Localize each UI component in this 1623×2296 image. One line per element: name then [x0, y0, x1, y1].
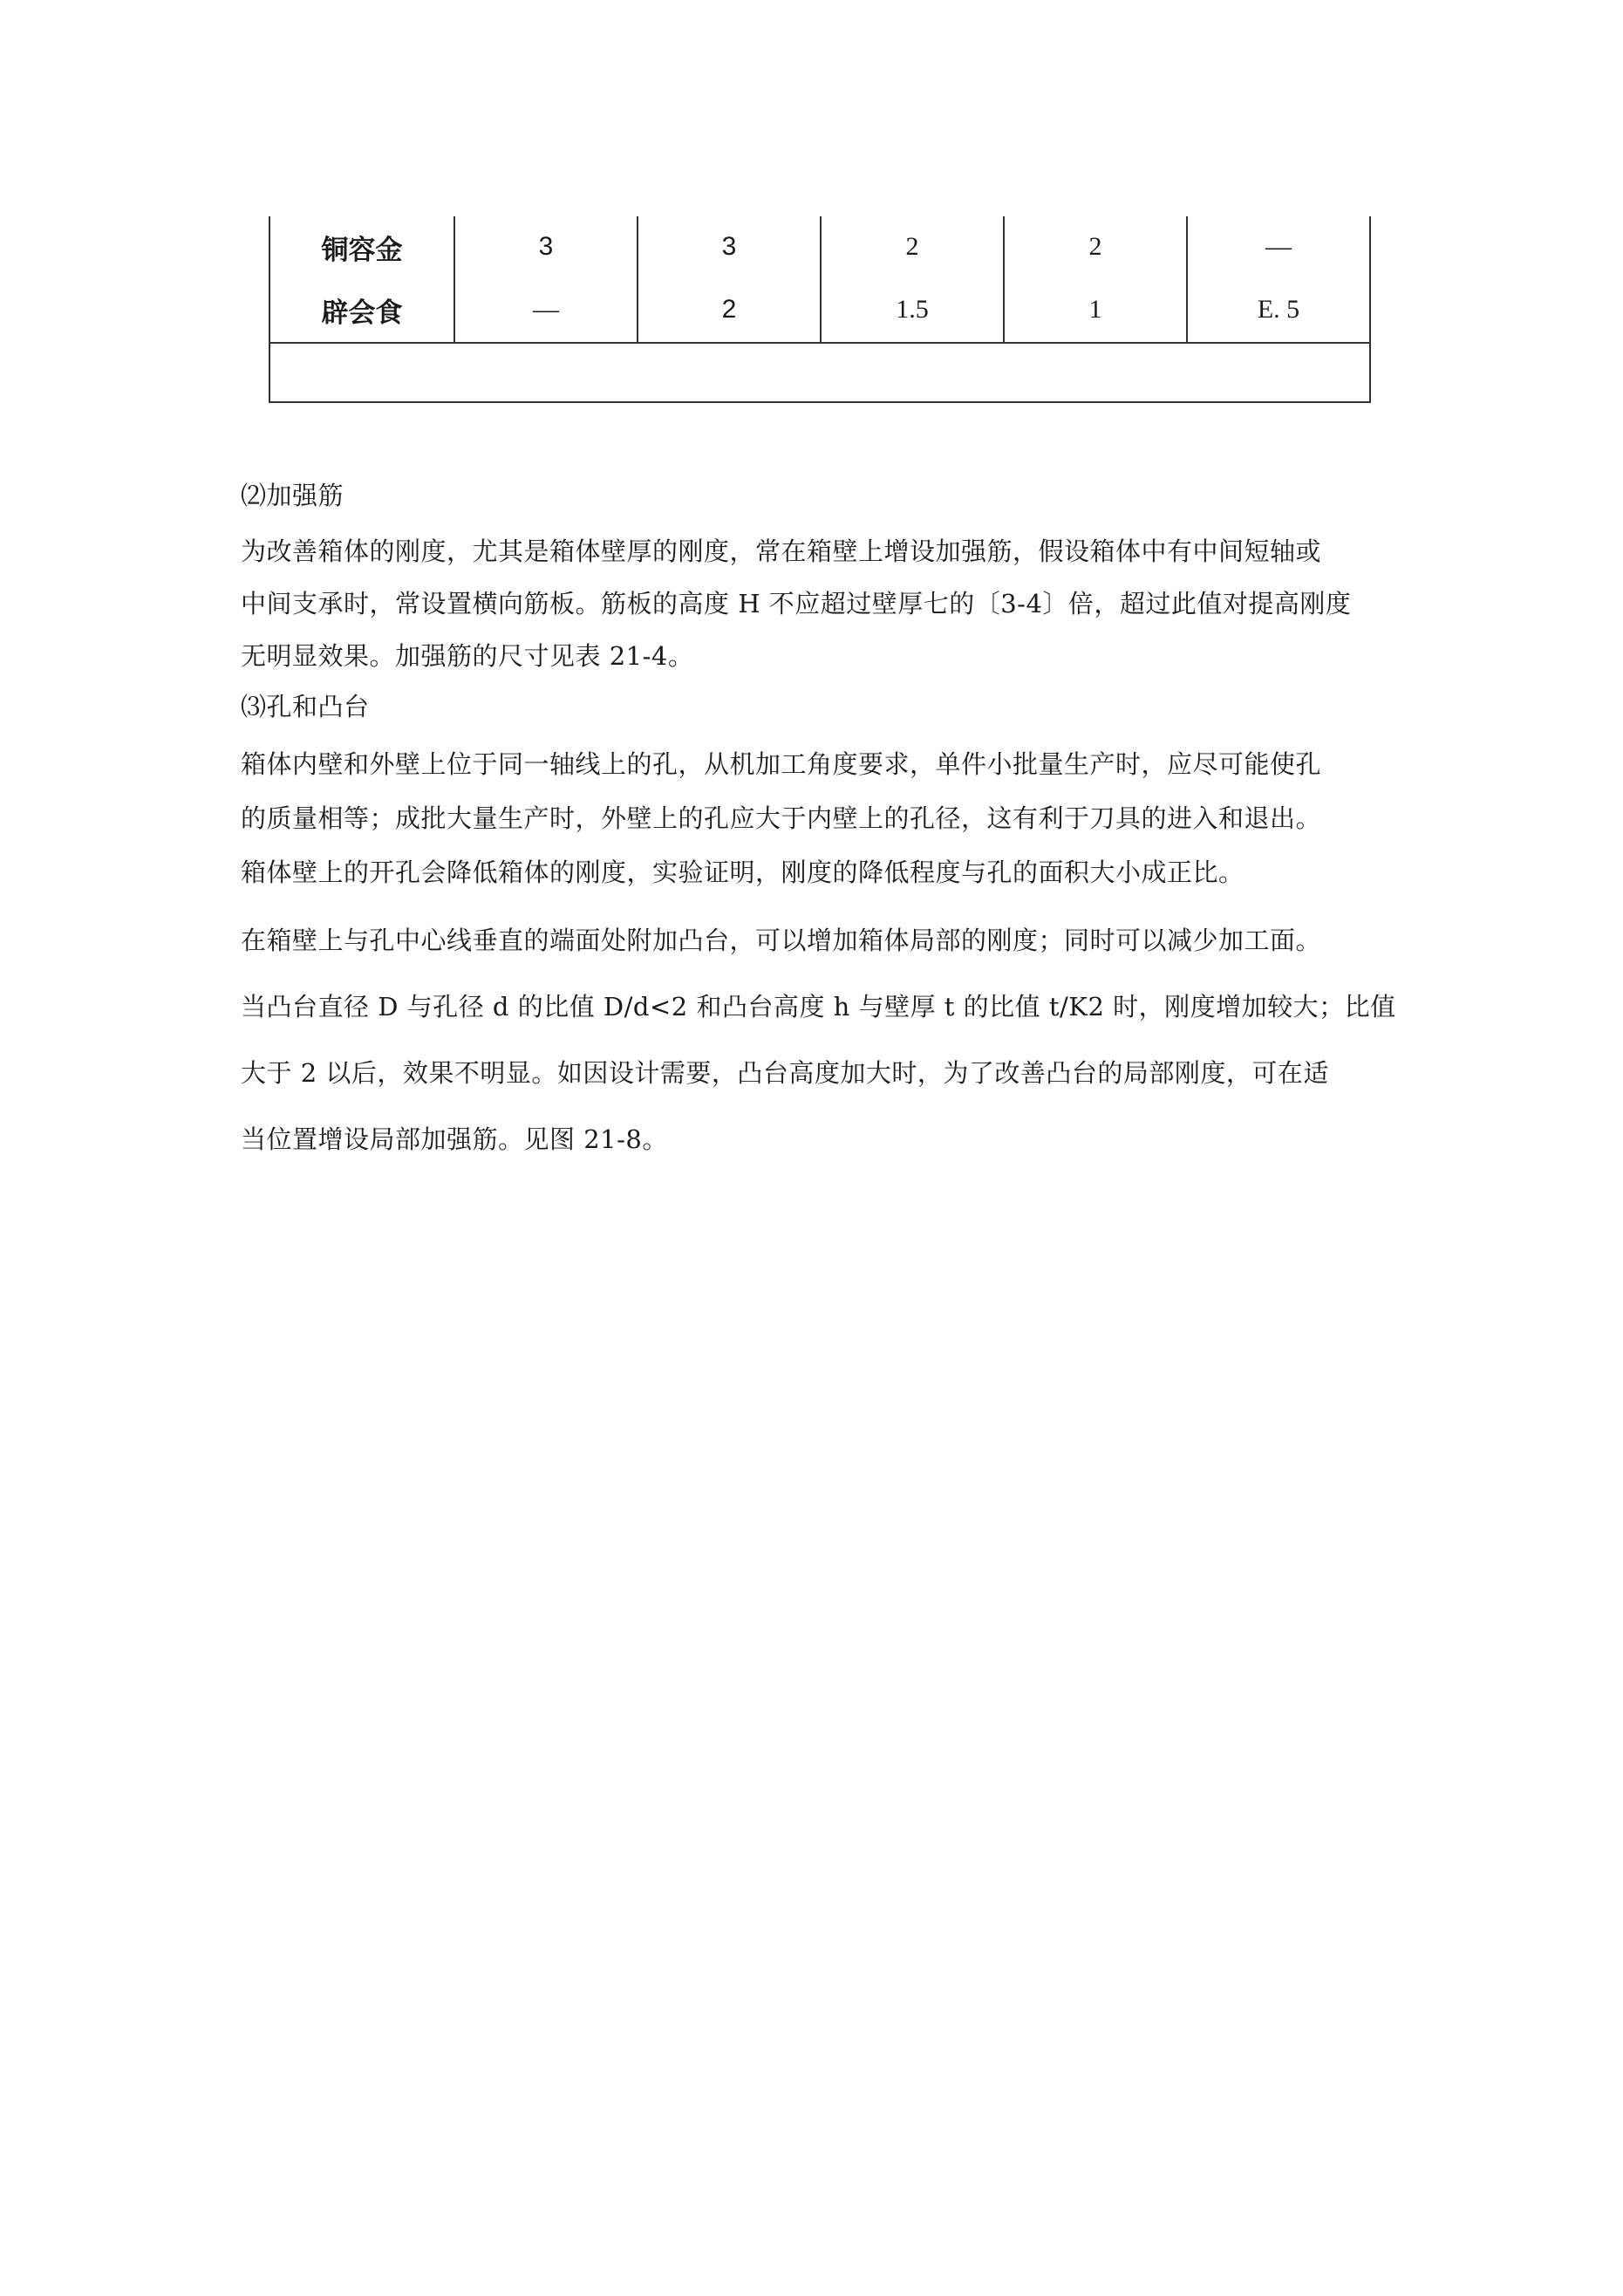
table-cell: 1.5	[821, 277, 1004, 343]
table-row	[269, 216, 1370, 277]
table-cell: 3	[638, 216, 821, 277]
paragraph-line: 箱体壁上的开孔会降低箱体的刚度，实验证明，刚度的降低程度与孔的面积大小成正比。	[241, 858, 1245, 887]
section-heading-ribs: ⑵加强筋	[241, 481, 344, 510]
table-row	[269, 277, 1370, 343]
table-footer-cell	[269, 343, 1370, 402]
table-cell-label: 辟会食	[269, 277, 454, 343]
table-cell: 2	[638, 277, 821, 343]
table-footer-row	[269, 343, 1370, 402]
paragraph-line: 当凸台直径 D 与孔径 d 的比值 D/d<2 和凸台高度 h 与壁厚 t 的比值 t/K2 时，刚度增加较大；比值	[241, 992, 1396, 1022]
table-cell: 2	[821, 216, 1004, 277]
paragraph-line: 无明显效果。加强筋的尺寸见表 21-4。	[241, 641, 694, 671]
table-cell: 1	[1004, 277, 1187, 343]
paragraph-line: 箱体内壁和外壁上位于同一轴线上的孔，从机加工角度要求，单件小批量生产时，应尽可能使孔	[241, 749, 1322, 779]
data-table	[269, 216, 1371, 403]
paragraph-line: 的质量相等；成批大量生产时，外壁上的孔应大于内壁上的孔径，这有利于刀具的进入和退出。	[241, 803, 1322, 833]
paragraph-line: 大于 2 以后，效果不明显。如因设计需要，凸台高度加大时，为了改善凸台的局部刚度，可在适	[241, 1058, 1329, 1088]
paragraph-line: 为改善箱体的刚度，尤其是箱体壁厚的刚度，常在箱壁上增设加强筋，假设箱体中有中间短轴或	[241, 536, 1322, 566]
table-cell-label: 铜容金	[269, 216, 454, 277]
table-cell: —	[454, 277, 638, 343]
table-cell: E. 5	[1187, 277, 1370, 343]
data-table-container	[269, 216, 1371, 403]
paragraph-line: 中间支承时，常设置横向筋板。筋板的高度 H 不应超过壁厚七的〔3-4〕倍，超过此值对提高刚度	[241, 589, 1352, 618]
paragraph-line: 当位置增设局部加强筋。见图 21-8。	[241, 1124, 668, 1154]
section-heading-holes: ⑶孔和凸台	[241, 692, 370, 721]
table-cell: 3	[454, 216, 638, 277]
table-cell: 2	[1004, 216, 1187, 277]
paragraph-line: 在箱壁上与孔中心线垂直的端面处附加凸台，可以增加箱体局部的刚度；同时可以减少加工面。	[241, 926, 1322, 955]
table-cell: —	[1187, 216, 1370, 277]
